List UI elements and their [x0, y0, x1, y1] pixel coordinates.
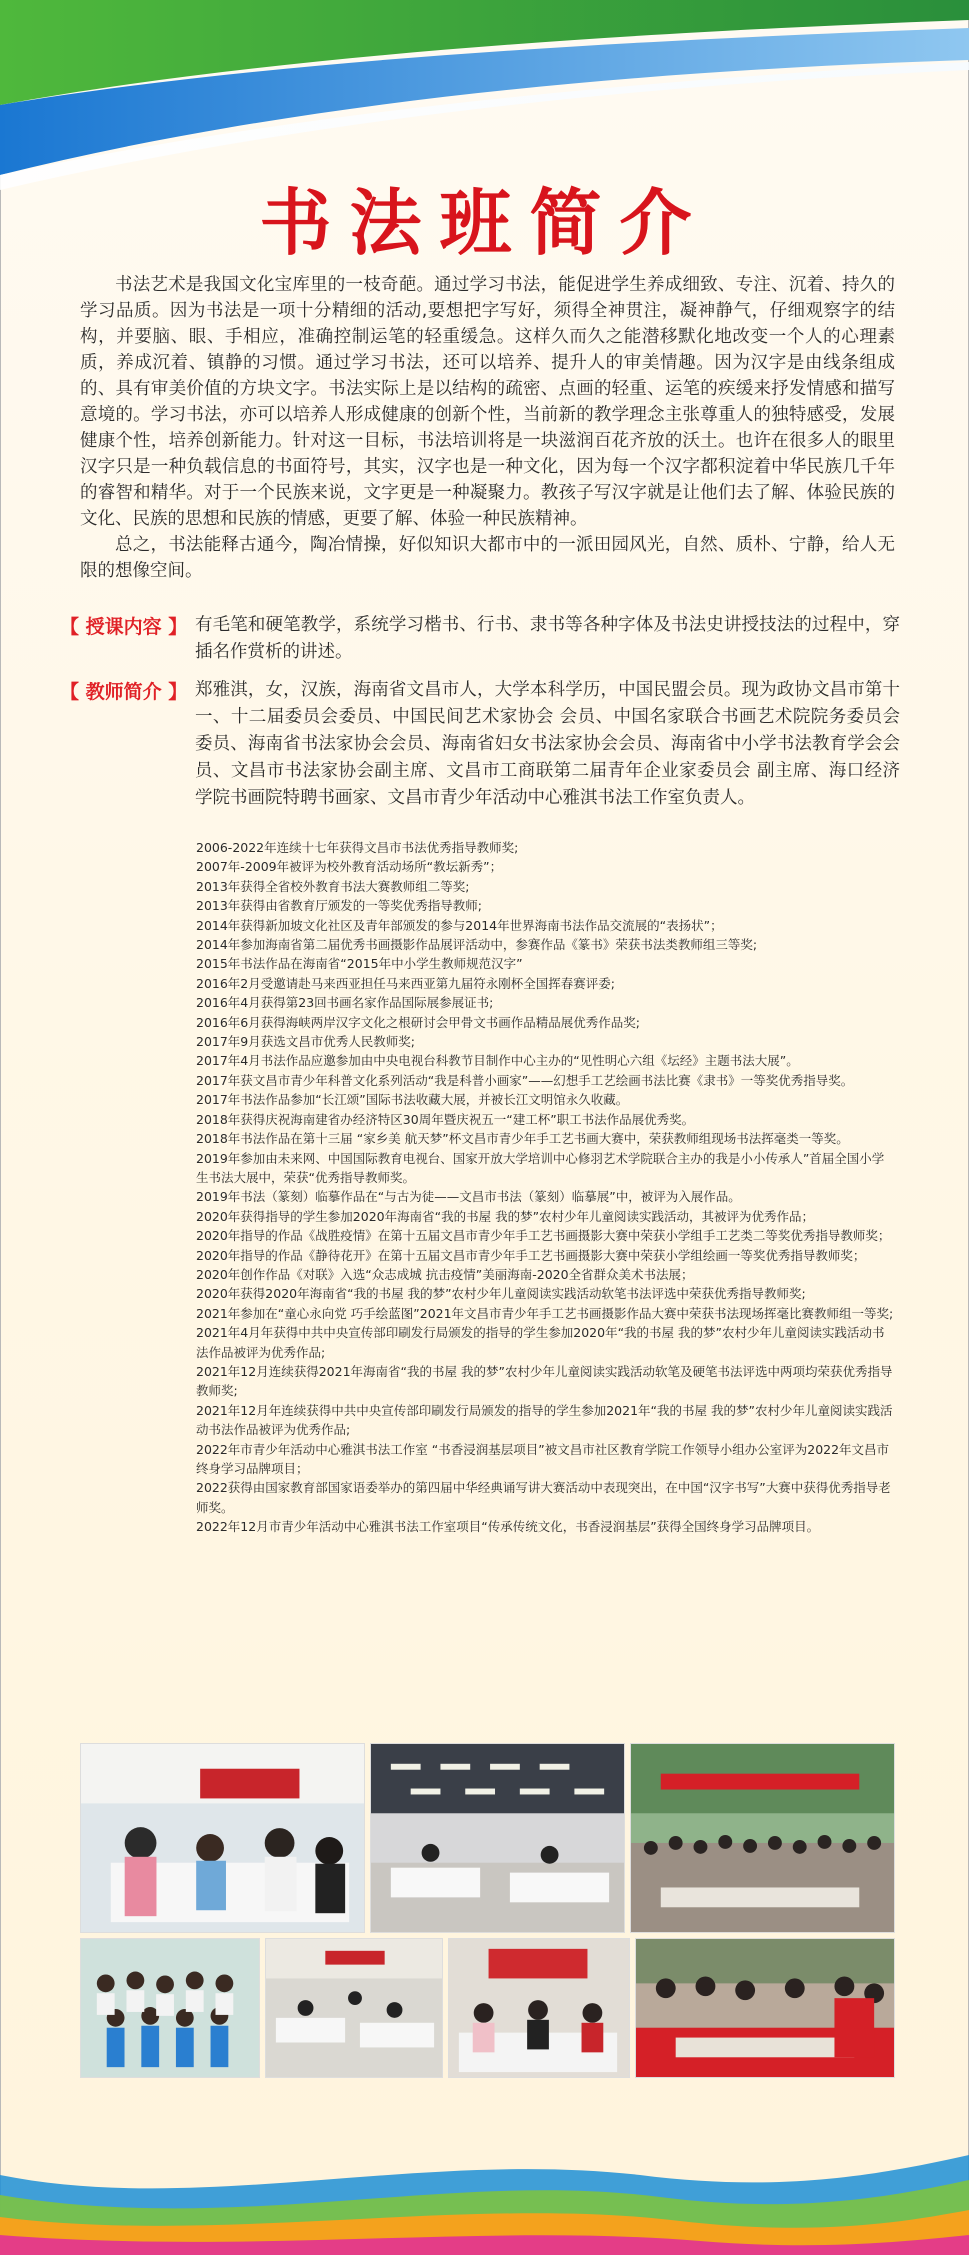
award-item: 2022获得由国家教育部国家语委举办的第四届中华经典诵写讲大赛活动中表现突出，在中国“汉字书写”大赛中获得优秀指导老师奖。	[196, 1480, 891, 1515]
award-item: 2017年4月书法作品应邀参加由中央电视台科教节目制作中心主办的“见性明心六组《坛经》主题书法大展”。	[196, 1053, 799, 1069]
award-item: 2013年获得由省教育厅颁发的一等奖优秀指导教师;	[196, 898, 483, 914]
intro-paragraph: 书法艺术是我国文化宝库里的一枝奇葩。通过学习书法，能促进学生养成细致、专注、沉着、持久的学习品质。因为书法是一项十分精细的活动,要想把字写好，须得全神贯注，凝神静气，仔细观察字的结构，并要脑、眼、手相应，准确控制运笔的轻重缓急。这样久而久之能潜移默化地改变一个人的心理素质，养成沉着、镇静的习惯。通过学习书法，还可以培养、提升人的审美情趣。因为汉字是由线条组成的、具有审美价值的方块文字。书法实际上是以结构的疏密、点画的轻重、运笔的疾缓来抒发情感和描写意境的。学习书法，亦可以培养人形成健康的创新个性，当前新的教学理念主张尊重人的独特感受，发展健康个性，培养创新能力。针对这一目标，书法培训将是一块滋润百花齐放的沃土。也许在很多人的眼里汉字只是一种负载信息的书面符号，其实，汉字也是一种文化，因为每一个汉字都积淀着中华民族几千年的睿智和精华。对于一个民族来说，文字更是一种凝聚力。教孩子写汉字就是让他们去了解、体验民族的文化、民族的思想和民族的情感，更要了解、体验一种民族精神。	[80, 275, 895, 529]
award-item: 2020年获得指导的学生参加2020年海南省“我的书屋 我的梦”农村少年儿童阅读实践活动，其被评为优秀作品；	[196, 1208, 815, 1224]
award-item: 2020年获得2020年海南省“我的书屋 我的梦”农村少年儿童阅读实践活动软笔书法评选中荣获优秀指导教师奖;	[196, 1286, 806, 1302]
teaching-content-label: 【 授课内容 】	[60, 616, 188, 638]
classroom-hall-photo	[370, 1743, 625, 1933]
teaching-content-text: 有毛笔和硬笔教学，系统学习楷书、行书、隶书等各种字体及书法史讲授技法的过程中，穿插名作赏析的讲述。	[195, 615, 900, 662]
award-item: 2017年获文昌市青少年科普文化系列活动“我是科普小画家”——幻想手工艺绘画书法比赛《隶书》一等奖优秀指导奖。	[196, 1072, 854, 1088]
classroom-students-photo	[80, 1743, 365, 1933]
page-title: 书法班简介	[259, 180, 710, 265]
awards-list	[196, 838, 896, 1537]
outdoor-event-photo	[630, 1743, 895, 1933]
award-item: 2016年4月获得第23回书画名家作品国际展参展证书;	[196, 995, 494, 1011]
award-item: 2020年指导的作品《战胜疫情》在第十五届文昌市青少年手工艺书画摄影大赛中荣获小学组手工艺类二等奖优秀指导教师奖；	[196, 1228, 891, 1244]
award-item: 2018年书法作品在第十三届 “家乡美 航天梦”杯文昌市青少年手工艺书画大赛中，荣获教师组现场书法挥毫类一等奖。	[196, 1131, 849, 1147]
award-item: 2006-2022年连续十七年获得文昌市书法优秀指导教师奖;	[196, 840, 519, 855]
bottom-decorative-band	[0, 2135, 969, 2255]
award-item: 2020年创作作品《对联》入选“众志成城 抗击疫情”美丽海南-2020全省群众美术书法展；	[196, 1266, 694, 1282]
intro-text	[80, 272, 895, 584]
intro-paragraph: 总之，书法能释古通今，陶冶情操，好似知识大都市中的一派田园风光，自然、质朴、宁静，给人无限的想像空间。	[80, 535, 895, 581]
award-item: 2017年书法作品参加“长江颂”国际书法收藏大展，并被长江文明馆永久收藏。	[196, 1092, 629, 1108]
student-group-photo	[80, 1938, 260, 2078]
award-item: 2021年12月年连续获得中共中央宣传部印刷发行局颁发的指导的学生参加2021年“我的书屋 我的梦”农村少年儿童阅读实践活动书法作品被评为优秀作品;	[196, 1402, 893, 1438]
award-item: 2019年书法（篆刻）临摹作品在“与古为徒——文昌市书法（篆刻）临摹展”中，被评为入展作品。	[196, 1189, 741, 1205]
award-item: 2017年9月获选文昌市优秀人民教师奖;	[196, 1034, 415, 1050]
top-decorative-band	[0, 0, 969, 190]
award-item: 2014年获得新加坡文化社区及青年部颁发的参与2014年世界海南书法作品交流展的“表扬状”；	[196, 917, 723, 933]
community-writing-photo	[635, 1938, 895, 2078]
award-item: 2018年获得庆祝海南建省办经济特区30周年暨庆祝五一“建工杯”职工书法作品展优秀奖。	[196, 1111, 695, 1127]
teaching-content-section	[60, 612, 900, 666]
award-item: 2016年2月受邀请赴马来西亚担任马来西亚第九届符永刚杯全国挥春赛评委;	[196, 975, 615, 991]
teacher-profile-label: 【 教师简介 】	[60, 681, 188, 703]
award-item: 2014年参加海南省第二届优秀书画摄影作品展评活动中，参赛作品《篆书》荣获书法类教师组三等奖;	[196, 937, 758, 953]
award-item: 2021年12月连续获得2021年海南省“我的书屋 我的梦”农村少年儿童阅读实践活动软笔及硬笔书法评选中两项均荣获优秀指导教师奖;	[196, 1363, 893, 1399]
award-item: 2022年市青少年活动中心雅淇书法工作室 “书香浸润基层项目”被文昌市社区教育学院工作领导小组办公室评为2022年文昌市终身学习品牌项目；	[196, 1441, 890, 1476]
teacher-profile-section	[60, 677, 900, 812]
award-item: 2007年-2009年被评为校外教育活动场所“教坛新秀”；	[196, 859, 503, 875]
award-item: 2021年4月年获得中共中央宣传部印刷发行局颁发的指导的学生参加2020年“我的书屋 我的梦”农村少年儿童阅读实践活动书法作品被评为优秀作品;	[196, 1325, 885, 1360]
calligraphy-class-photo	[448, 1938, 630, 2078]
award-item: 2022年12月市青少年活动中心雅淇书法工作室项目“传承传统文化，书香浸润基层”获得全国终身学习品牌项目。	[196, 1519, 820, 1535]
award-item: 2015年书法作品在海南省“2015年中小学生教师规范汉字”	[196, 956, 523, 972]
award-item: 2016年6月获得海峡两岸汉字文化之根研讨会甲骨文书画作品精品展优秀作品奖;	[196, 1014, 640, 1030]
practice-room-photo	[265, 1938, 443, 2078]
award-item: 2020年指导的作品《静待花开》在第十五届文昌市青少年手工艺书画摄影大赛中荣获小学组绘画一等奖优秀指导教师奖；	[196, 1247, 866, 1263]
photo-gallery	[80, 1743, 895, 2078]
award-item: 2019年参加由未来网、中国国际教育电视台、国家开放大学培训中心修羽艺术学院联合主办的我是小小传承人”首届全国小学生书法大展中，荣获“优秀指导教师奖。	[196, 1150, 885, 1185]
award-item: 2013年获得全省校外教育书法大赛教师组二等奖;	[196, 878, 470, 894]
award-item: 2021年参加在“童心永向党 巧手绘蓝图”2021年文昌市青少年手工艺书画摄影作品大赛中荣获书法现场挥毫比赛教师组一等奖;	[196, 1305, 894, 1321]
teacher-profile-text: 郑雅淇，女，汉族，海南省文昌市人，大学本科学历，中国民盟会员。现为政协文昌市第十一、十二届委员会委员、中国民间艺术家协会 会员、中国名家联合书画艺术院院务委员会委员、海南省书法家协会会员、海南省妇女书法家协会会员、海南省中小学书法教育学会会员、文昌市书法家协会副主席、文昌市工商联第二届青年企业家委员会 副主席、海口经济学院书画院特聘书画家、文昌市青少年活动中心雅淇书法工作室负责人。	[195, 680, 900, 808]
